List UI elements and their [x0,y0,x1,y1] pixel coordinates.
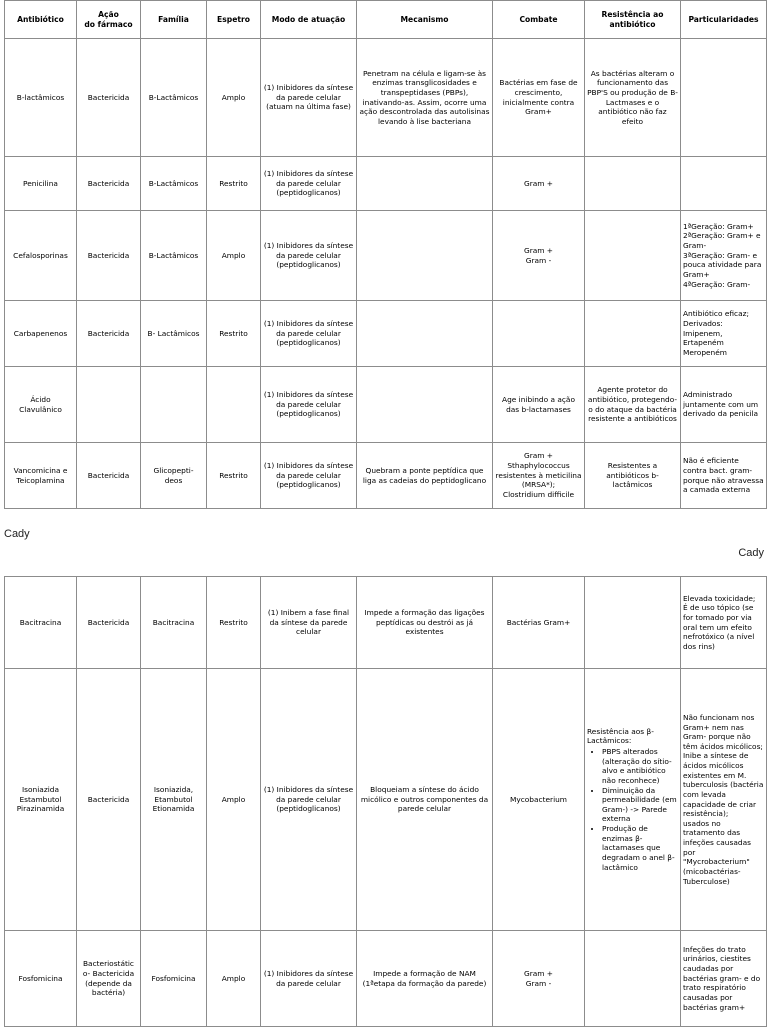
cell-acao: Bactericida [77,577,141,669]
cell-combate: Mycobacterium [493,669,585,931]
header-espetro: Espetro [207,1,261,39]
cell-combate: Gram + Sthaphylococcus resistentes à meticilina (MRSA*); Clostridium difficile [493,443,585,509]
header-acao: Ação do fármaco [77,1,141,39]
cell-particularidades: Não funcionam nos Gram+ nem nas Gram- porque não têm ácidos micólicos; Inibe a síntese de ácidos micólicos existentes em M. tuberculosis (bactéria com levada capacidade de criar resistência); usados no tratamento das infeções causadas por "Mycrobacterium" (micobactérias-Tuberculose) [681,669,767,931]
cell-espetro: Amplo [207,669,261,931]
cell-combate: Gram + [493,157,585,211]
cell-acao: Bactericida [77,157,141,211]
cell-resistencia: Agente protetor do antibiótico, protegendo-o do ataque da bactéria resistente a antibióticos [585,367,681,443]
list-item: • Produção de enzimas β-lactamases que degradam o anel β-lactâmico [602,824,678,872]
cell-espetro: Restrito [207,301,261,367]
cell-familia: B-Lactâmicos [141,39,207,157]
header-modo: Modo de atuação [261,1,357,39]
cell-antibiotico: Cefalosporinas [5,211,77,301]
cell-acao: Bactericida [77,669,141,931]
table-row [5,367,767,443]
cell-acao: Bactericida [77,39,141,157]
cell-mecanismo [357,211,493,301]
cell-espetro: Restrito [207,577,261,669]
cell-combate: Age inibindo a ação das b-lactamases [493,367,585,443]
cell-combate: Gram + Gram - [493,211,585,301]
cell-resistencia [585,669,681,931]
table-row [5,157,767,211]
antibiotics-table-2 [4,576,767,1027]
table-row [5,931,767,1027]
cell-particularidades: Antibiótico eficaz; Derivados: Imipenem, Ertapeném Meropeném [681,301,767,367]
cell-resistencia [585,211,681,301]
cell-modo: (1) Inibidores da síntese da parede celular [261,931,357,1027]
cell-particularidades: Elevada toxicidade; É de uso tópico (se for tomado por via oral tem um efeito nefrotóxico (a nível dos rins) [681,577,767,669]
table-row [5,443,767,509]
cell-resistencia [585,577,681,669]
cell-mecanismo: Penetram na célula e ligam-se às enzimas transglicosidades e transpeptidases (PBPs), inativando-as. Assim, ocorre uma ação descontrolada das autolisinas levando à lise bacteriana [357,39,493,157]
cell-combate: Bactérias em fase de crescimento, inicialmente contra Gram+ [493,39,585,157]
cell-espetro: Amplo [207,931,261,1027]
cell-resistencia: As bactérias alteram o funcionamento das PBP'S ou produção de B-Lactmases e o antibiótico não faz efeito [585,39,681,157]
cell-espetro: Restrito [207,157,261,211]
header-resistencia: Resistência ao antibiótico [585,1,681,39]
cell-resistencia [585,931,681,1027]
cell-modo: (1) Inibidores da síntese da parede celular (atuam na última fase) [261,39,357,157]
header-antibiotico: Antibiótico [5,1,77,39]
header-author-right: Cady [738,547,764,559]
cell-combate [493,301,585,367]
cell-resistencia [585,301,681,367]
cell-familia: Fosfomicina [141,931,207,1027]
cell-modo: (1) Inibidores da síntese da parede celular (peptidoglicanos) [261,367,357,443]
cell-particularidades: Administrado juntamente com um derivado da penicila [681,367,767,443]
cell-mecanismo: Bloqueiam a síntese do ácido micólico e outros componentes da parede celular [357,669,493,931]
resistance-list [587,747,678,872]
cell-acao: Bactericida [77,211,141,301]
cell-modo: (1) Inibidores da síntese da parede celular (peptidoglicanos) [261,157,357,211]
cell-antibiotico: Bacitracina [5,577,77,669]
antibiotics-table-1 [4,0,767,509]
cell-familia: B-Lactâmicos [141,157,207,211]
cell-mecanismo: Impede a formação de NAM (1ªetapa da formação da parede) [357,931,493,1027]
cell-modo: (1) Inibidores da síntese da parede celular (peptidoglicanos) [261,301,357,367]
cell-modo: (1) Inibidores da síntese da parede celular (peptidoglicanos) [261,443,357,509]
cell-antibiotico: Carbapenenos [5,301,77,367]
resistance-intro: Resistência aos β-Lactâmicos: [587,726,654,746]
cell-acao: Bacteriostátic o- Bactericida (depende da bactéria) [77,931,141,1027]
cell-antibiotico: B-lactâmicos [5,39,77,157]
table-row [5,301,767,367]
cell-acao: Bactericida [77,443,141,509]
cell-mecanismo [357,157,493,211]
cell-familia: Bacitracina [141,577,207,669]
cell-familia: B- Lactâmicos [141,301,207,367]
table-row [5,577,767,669]
cell-acao [77,367,141,443]
cell-mecanismo: Quebram a ponte peptídica que liga as cadeias do peptidoglicano [357,443,493,509]
table-row [5,669,767,931]
cell-particularidades: 1ªGeração: Gram+ 2ªGeração: Gram+ e Gram- 3ªGeração: Gram- e pouca atividade para Gram+ 4ªGeração: Gram- [681,211,767,301]
cell-resistencia: Resistentes a antibióticos b-lactâmicos [585,443,681,509]
cell-modo: (1) Inibidores da síntese da parede celular (peptidoglicanos) [261,211,357,301]
cell-mecanismo: Impede a formação das ligações peptídicas ou destrói as já existentes [357,577,493,669]
header-particularidades: Particularidades [681,1,767,39]
cell-mecanismo [357,367,493,443]
list-item: • PBPS alterados (alteração do sítio-alvo e antibiótico não reconhece) [602,747,678,786]
cell-mecanismo [357,301,493,367]
cell-combate: Bactérias Gram+ [493,577,585,669]
cell-familia: Glicopepti- deos [141,443,207,509]
table-1-header-row [5,1,767,39]
header-mecanismo: Mecanismo [357,1,493,39]
cell-particularidades [681,157,767,211]
cell-acao: Bactericida [77,301,141,367]
cell-antibiotico: Vancomicina e Teicoplamina [5,443,77,509]
cell-familia: B-Lactâmicos [141,211,207,301]
cell-antibiotico: Penicilina [5,157,77,211]
cell-antibiotico: Ácido Clavulânico [5,367,77,443]
table-row [5,39,767,157]
header-combate: Combate [493,1,585,39]
table-row [5,211,767,301]
cell-espetro: Amplo [207,211,261,301]
cell-particularidades: Não é eficiente contra bact. gram- porque não atravessa a camada externa [681,443,767,509]
cell-espetro: Restrito [207,443,261,509]
cell-familia: Isoniazida, Etambutol Etionamida [141,669,207,931]
cell-particularidades [681,39,767,157]
cell-familia [141,367,207,443]
cell-particularidades: Infeções do trato urinários, ciestites caudadas por bactérias gram- e do trato respiratório causadas por bactérias gram+ [681,931,767,1027]
footer-author-left: Cady [4,528,30,540]
cell-antibiotico: Fosfomicina [5,931,77,1027]
cell-resistencia [585,157,681,211]
cell-antibiotico: Isoniazida Estambutol Pirazinamida [5,669,77,931]
cell-modo: (1) Inibem a fase final da síntese da parede celular [261,577,357,669]
cell-espetro: Amplo [207,39,261,157]
list-item: • Diminuição da permeabilidade (em Gram-) -> Parede externa [602,786,678,825]
cell-combate: Gram + Gram - [493,931,585,1027]
cell-modo: (1) Inibidores da síntese da parede celular (peptidoglicanos) [261,669,357,931]
cell-espetro [207,367,261,443]
header-familia: Família [141,1,207,39]
